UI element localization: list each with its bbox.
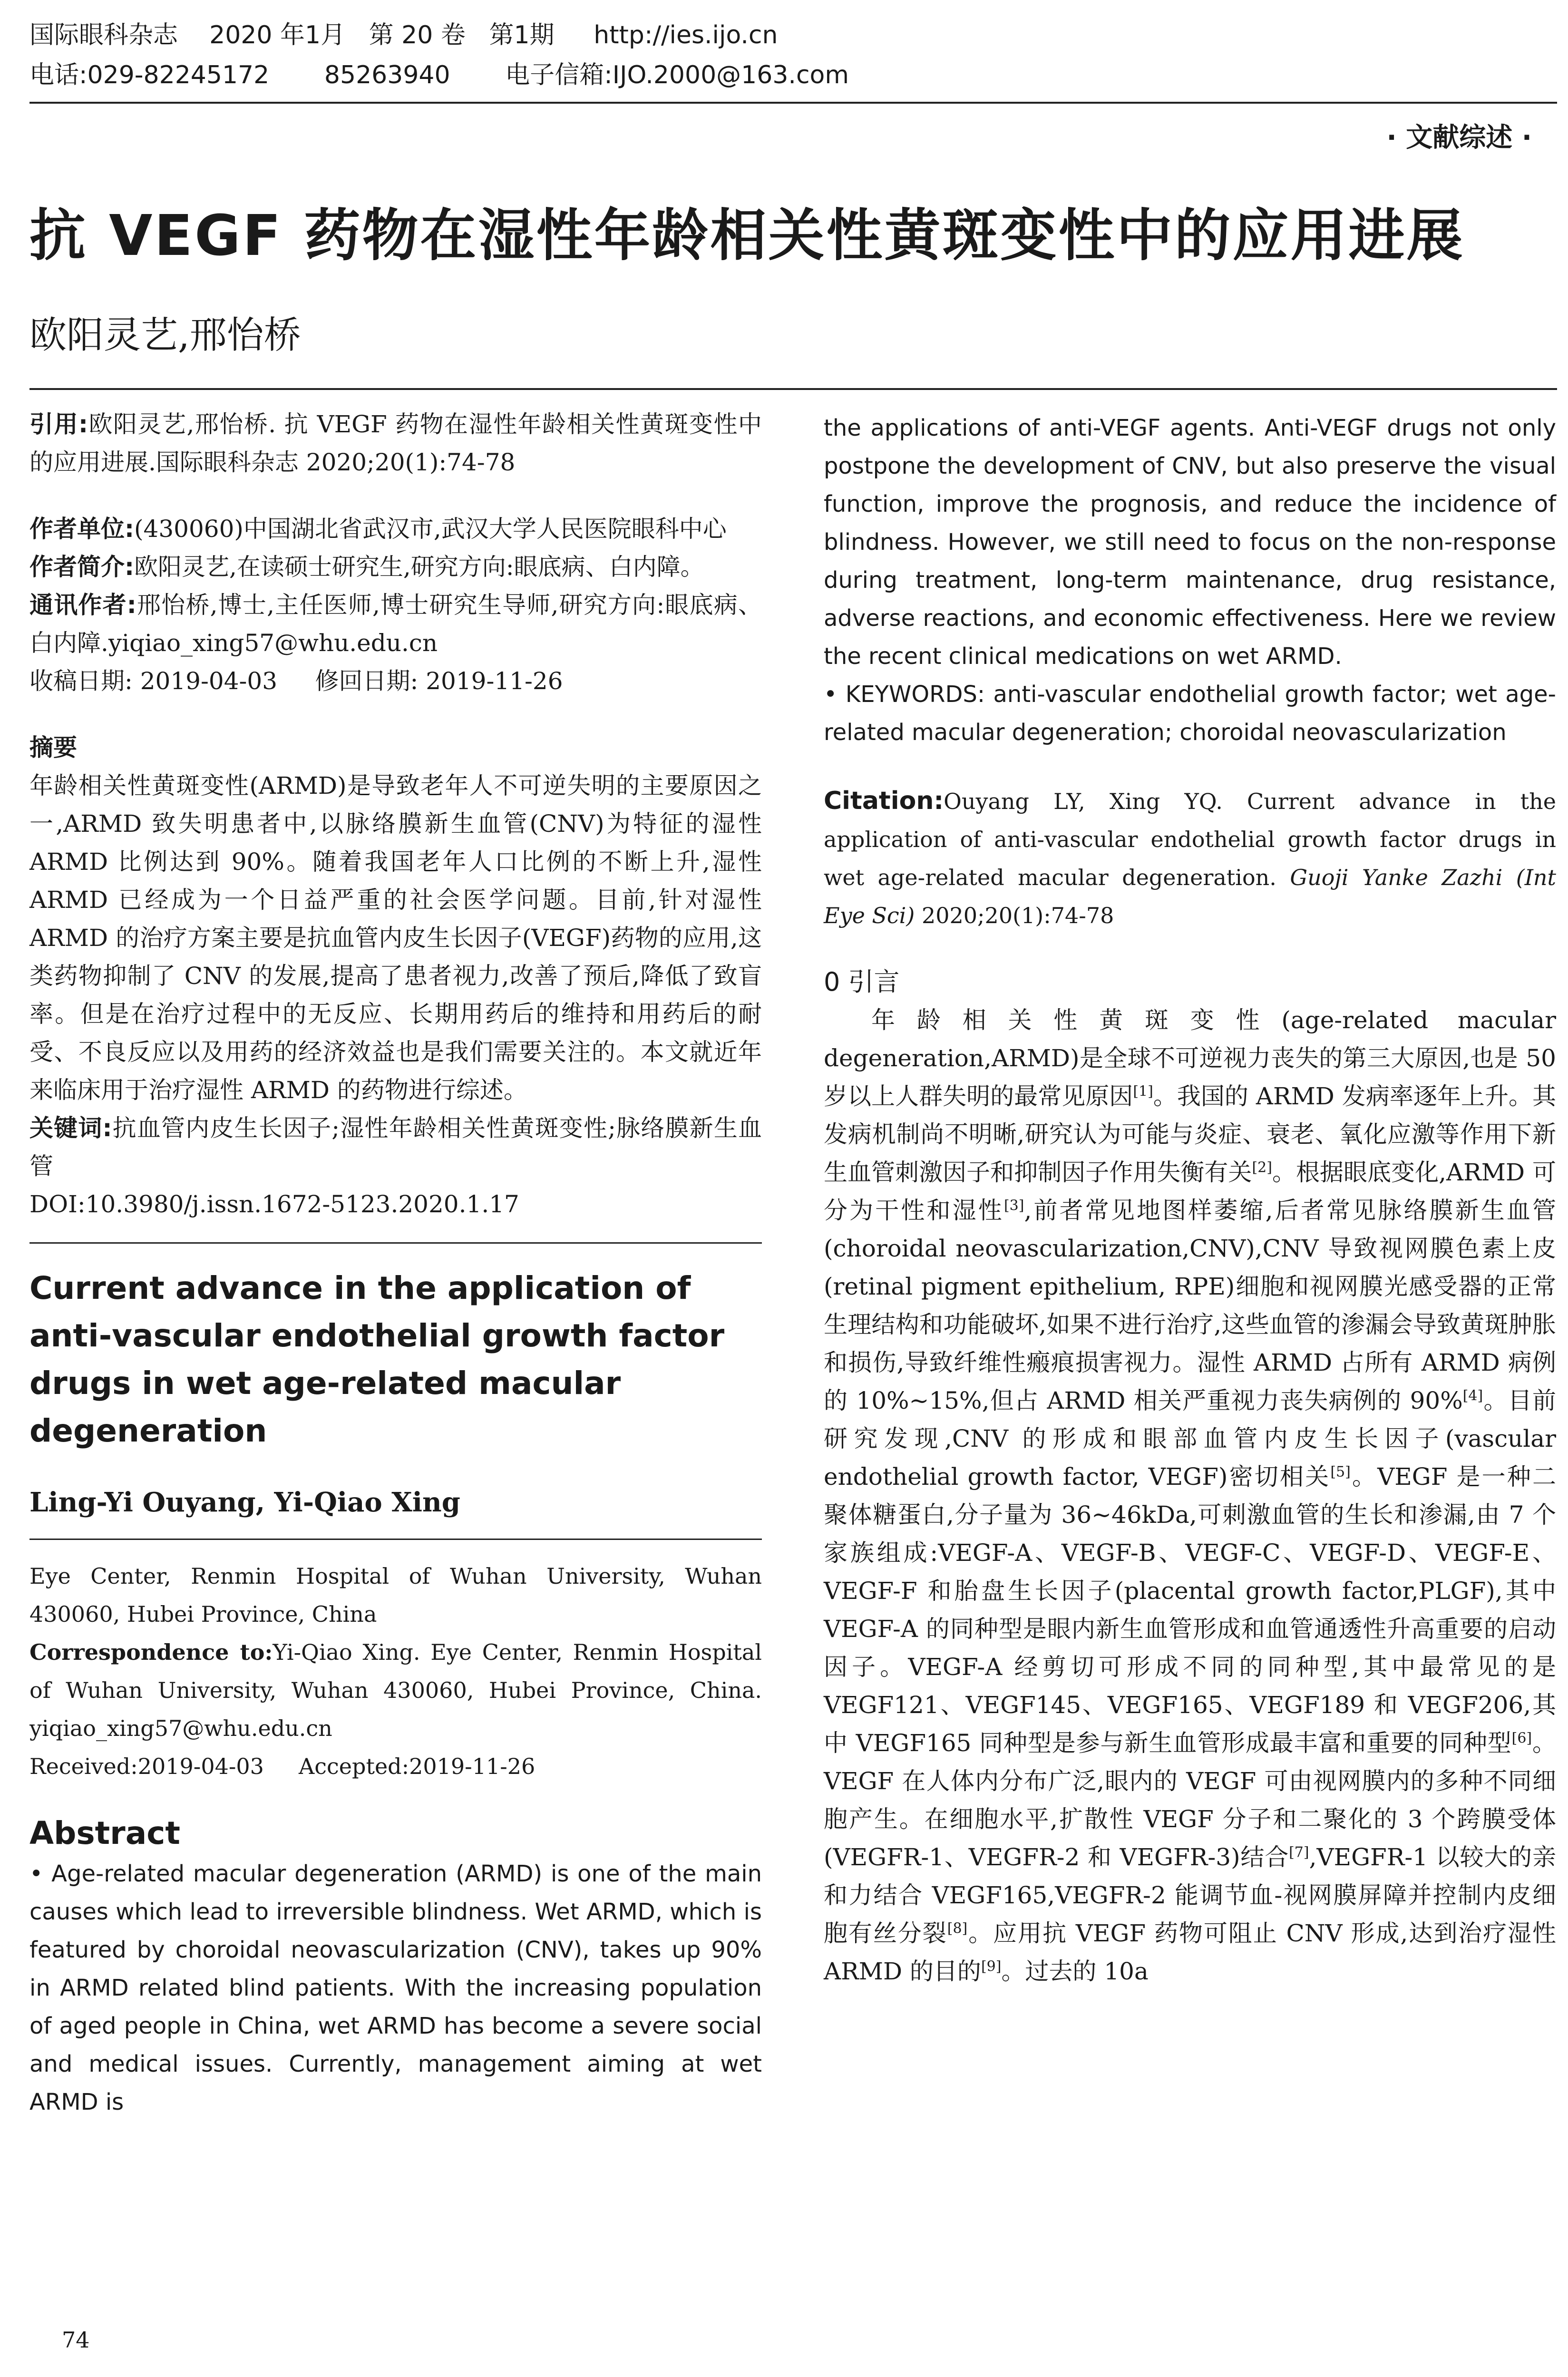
- citation-en: Citation:Ouyang LY, Xing YQ. Current advance in the application of anti-vascular endothelial growth factor drugs in wet age-related macular degeneration. Guoji Yanke Zazhi (Int Eye Sci) 2020;20(1):74-78: [824, 787, 1556, 928]
- english-dates: Received:2019-04-03 Accepted:2019-11-26: [29, 1754, 536, 1779]
- english-authors-rule: [29, 1539, 762, 1540]
- ref-7[interactable]: [7]: [1289, 1844, 1309, 1861]
- intro-heading: 0 引言: [824, 967, 900, 997]
- article-authors: 欧阳灵艺,邢怡桥: [29, 314, 301, 357]
- right-column: [824, 409, 1556, 1990]
- title-rule: [29, 388, 1557, 390]
- journal-header-line1: 国际眼科杂志 2020 年1月 第 20 卷 第1期 http://ies.ijo.cn: [29, 21, 778, 49]
- ref-9[interactable]: [9]: [981, 1958, 1002, 1975]
- author-bio: 作者简介:欧阳灵艺,在读硕士研究生,研究方向:眼底病、白内障。: [29, 553, 704, 581]
- header-rule: [29, 102, 1557, 104]
- abstract-cn: 年龄相关性黄斑变性(ARMD)是导致老年人不可逆失明的主要原因之一,ARMD 致失明患者中,以脉络膜新生血管(CNV)为特征的湿性 ARMD 比例达到 90%。随着我国老年人口比例的不断上升,湿性 ARMD 已经成为一个日益严重的社会医学问题。目前,针对湿性 ARMD 的治疗方案主要是抗血管内皮生长因子(VEGF)药物的应用,这类药物抑制了 CNV 的发展,提高了患者视力,改善了预后,降低了致盲率。但是在治疗过程中的无反应、长期用药后的维持和用药后的耐受、不良反应以及用药的经济效益也是我们需要关注的。本文就近年来临床用于治疗湿性 ARMD 的药物进行综述。: [29, 772, 762, 1104]
- ref-3[interactable]: [3]: [1003, 1197, 1024, 1214]
- corresponding-author: 通讯作者:邢怡桥,博士,主任医师,博士研究生导师,研究方向:眼底病、白内障.yiqiao_xing57@whu.edu.cn: [29, 591, 762, 657]
- keywords-en: • KEYWORDS: anti-vascular endothelial growth factor; wet age-related macular degeneration; choroidal neovascularization: [824, 681, 1556, 746]
- journal-header-line2: 电话:029-82245172 85263940 电子信箱:IJO.2000@163.com: [29, 61, 849, 89]
- english-authors: Ling-Yi Ouyang, Yi-Qiao Xing: [29, 1487, 460, 1518]
- ref-8[interactable]: [8]: [947, 1920, 968, 1937]
- ref-4[interactable]: [4]: [1462, 1387, 1483, 1404]
- ref-6[interactable]: [6]: [1511, 1730, 1532, 1747]
- english-title: Current advance in the application of anti-vascular endothelial growth factor drugs in wet age-related macular degeneration: [29, 1270, 725, 1449]
- abstract-en: • Age-related macular degeneration (ARMD) is one of the main causes which lead to irreversible blindness. Wet ARMD, which is featured by choroidal neovascularization (CNV), takes up 90% in ARMD related blind patients. With the increasing population of aged people in China, wet ARMD has become a severe social and medical issues. Currently, management aiming at wet ARMD is: [29, 1861, 762, 2115]
- section-tag: · 文献综述 ·: [1386, 122, 1532, 153]
- abstract-heading-cn: 摘要: [29, 734, 77, 761]
- english-correspondence: Correspondence to:Yi-Qiao Xing. Eye Center, Renmin Hospital of Wuhan University, Wuhan 430060, Hubei Province, China. yiqiao_xing57@whu.edu.cn: [29, 1639, 762, 1741]
- abstract-en-continued: the applications of anti-VEGF agents. Anti-VEGF drugs not only postpone the development of CNV, but also preserve the visual function, improve the prognosis, and reduce the incidence of blindness. However, we still need to focus on the non-response during treatment, long-term maintenance, drug resistance, adverse reactions, and economic effectiveness. Here we review the recent clinical medications on wet ARMD.: [824, 415, 1556, 670]
- doi: DOI:10.3980/j.issn.1672-5123.2020.1.17: [29, 1190, 519, 1218]
- abstract-heading-en: Abstract: [29, 1815, 180, 1851]
- english-affiliation: Eye Center, Renmin Hospital of Wuhan University, Wuhan 430060, Hubei Province, China: [29, 1563, 762, 1627]
- intro-paragraph: 年龄相关性黄斑变性(age-related macular degeneration,ARMD)是全球不可逆视力丧失的第三大原因,也是 50 岁以上人群失明的最常见原因[1]。我国的 ARMD 发病率逐年上升。其发病机制尚不明晰,研究认为可能与炎症、衰老、氧化应激等作用下新生血管刺激因子和抑制因子作用失衡有关[2]。根据眼底变化,ARMD 可分为干性和湿性[3],前者常见地图样萎缩,后者常见脉络膜新生血管(choroidal neovascularization,CNV),CNV 导致视网膜色素上皮(retinal pigment epithelium, RPE)细胞和视网膜光感受器的正常生理结构和功能破坏,如果不进行治疗,这些血管的渗漏会导致黄斑肿胀和损伤,导致纤维性瘢痕损害视力。湿性 ARMD 占所有 ARMD 病例的 10%~15%,但占 ARMD 相关严重视力丧失病例的 90%[4]。目前研究发现,CNV 的形成和眼部血管内皮生长因子(vascular endothelial growth factor, VEGF)密切相关[5]。VEGF 是一种二聚体糖蛋白,分子量为 36~46kDa,可刺激血管的生长和渗漏,由 7 个家族组成:VEGF-A、VEGF-B、VEGF-C、VEGF-D、VEGF-E、VEGF-F 和胎盘生长因子(placental growth factor,PLGF),其中 VEGF-A 的同种型是眼内新生血管形成和血管通透性升高重要的启动因子。VEGF-A 经剪切可形成不同的同种型,其中最常见的是 VEGF121、VEGF145、VEGF165、VEGF189 和 VEGF206,其中 VEGF165 同种型是参与新生血管形成最丰富和重要的同种型[6]。VEGF 在人体内分布广泛,眼内的 VEGF 可由视网膜内的多种不同细胞产生。在细胞水平,扩散性 VEGF 分子和二聚化的 3 个跨膜受体(VEGFR-1、VEGFR-2 和 VEGFR-3)结合[7],VEGFR-1 以较大的亲和力结合 VEGF165,VEGFR-2 能调节血-视网膜屏障并控制内皮细胞有丝分裂[8]。应用抗 VEGF 药物可阻止 CNV 形成,达到治疗湿性 ARMD 的目的[9]。过去的 10a: [824, 1006, 1557, 1985]
- citation-cn: 引用:欧阳灵艺,邢怡桥. 抗 VEGF 药物在湿性年龄相关性黄斑变性中的应用进展.国际眼科杂志 2020;20(1):74-78: [29, 410, 762, 476]
- left-column: [29, 405, 762, 2121]
- keywords-cn: 关键词:抗血管内皮生长因子;湿性年龄相关性黄斑变性;脉络膜新生血管: [29, 1114, 762, 1180]
- ref-5[interactable]: [5]: [1330, 1463, 1351, 1481]
- author-affiliation: 作者单位:(430060)中国湖北省武汉市,武汉大学人民医院眼科中心: [29, 515, 727, 543]
- doi-rule: [29, 1242, 762, 1244]
- article-title: 抗 VEGF 药物在湿性年龄相关性黄斑变性中的应用进展: [29, 203, 1465, 268]
- ref-2[interactable]: [2]: [1252, 1159, 1272, 1176]
- ref-1[interactable]: [1]: [1133, 1083, 1153, 1100]
- page-number: 74: [62, 2327, 90, 2353]
- received-dates: 收稿日期: 2019-04-03 修回日期: 2019-11-26: [29, 667, 563, 695]
